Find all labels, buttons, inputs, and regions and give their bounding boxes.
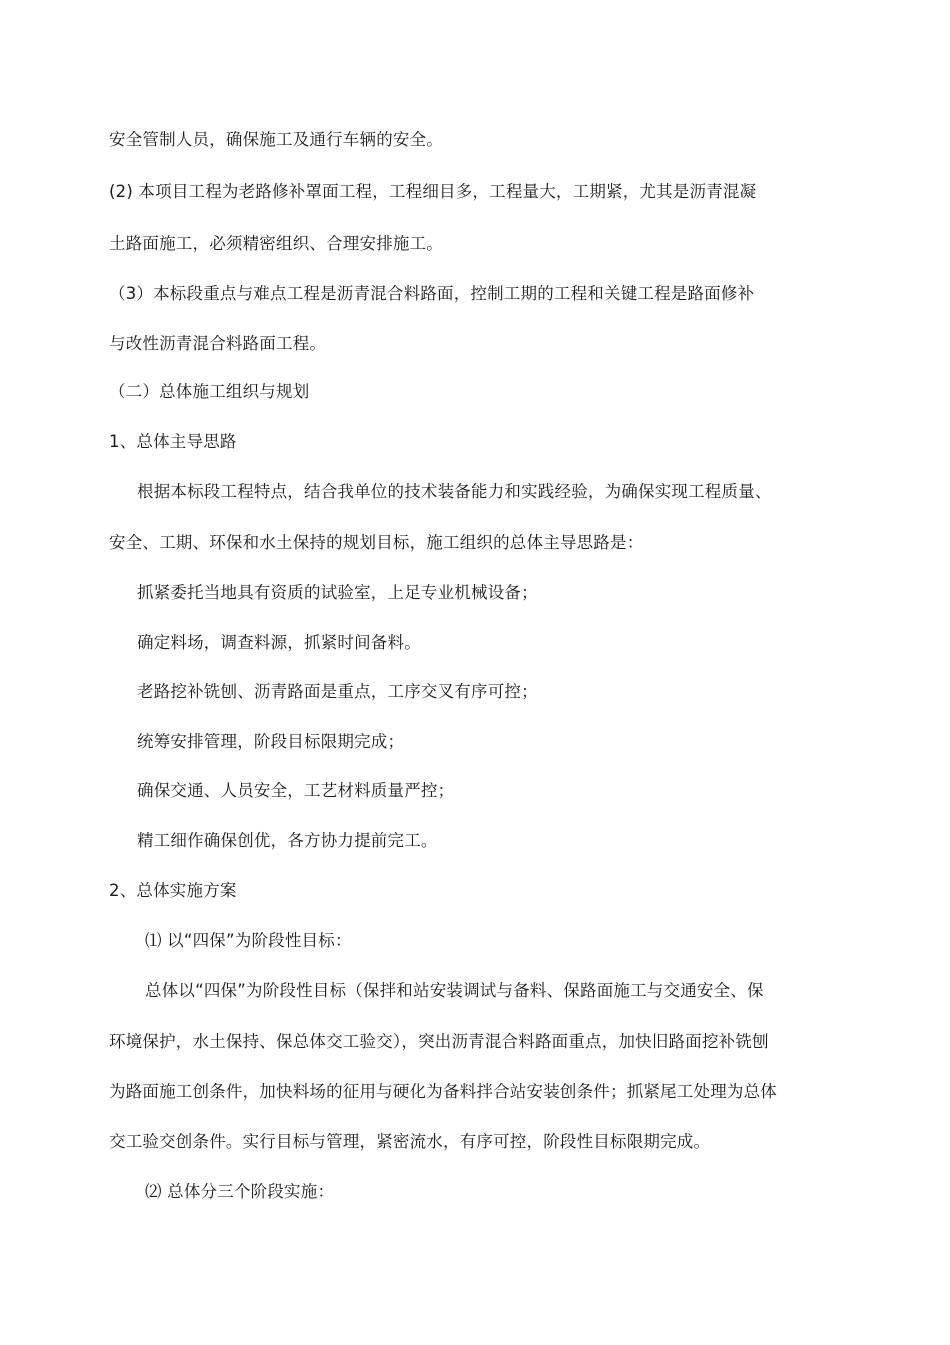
paragraph-line: （3）本标段重点与难点工程是沥青混合料路面，控制工期的工程和关键工程是路面修补 — [109, 284, 755, 303]
paragraph-line: 与改性沥青混合料路面工程。 — [109, 334, 327, 353]
list-item: 统筹安排管理，阶段目标限期完成； — [137, 732, 405, 751]
numbered-heading: ⑴ 以“四保”为阶段性目标： — [145, 931, 352, 950]
list-item: 精工细作确保创优，各方协力提前完工。 — [137, 831, 438, 850]
list-item: 确保交通、人员安全，工艺材料质量严控； — [137, 781, 455, 800]
list-item: 确定料场，调查料源，抓紧时间备料。 — [137, 633, 421, 652]
paragraph-line: (2) 本项目工程为老路修补罩面工程，工程细目多，工程量大，工期紧，尤其是沥青混凝 — [109, 182, 757, 201]
paragraph-line: 为路面施工创条件，加快料场的征用与硬化为备料拌合站安装创条件；抓紧尾工处理为总体 — [109, 1082, 777, 1101]
subsection-heading: 2、总体实施方案 — [109, 881, 237, 900]
paragraph-line: 根据本标段工程特点，结合我单位的技术装备能力和实践经验，为确保实现工程质量、 — [137, 482, 772, 501]
numbered-heading: ⑵ 总体分三个阶段实施： — [145, 1182, 335, 1201]
list-item: 老路挖补铣刨、沥青路面是重点，工序交叉有序可控； — [137, 682, 538, 701]
paragraph-line: 安全管制人员，确保施工及通行车辆的安全。 — [109, 130, 443, 149]
section-heading: （二）总体施工组织与规划 — [109, 382, 310, 401]
paragraph-line: 交工验交创条件。实行目标与管理，紧密流水，有序可控，阶段性目标限期完成。 — [109, 1132, 711, 1151]
paragraph-line: 总体以“四保”为阶段性目标（保拌和站安装调试与备料、保路面施工与交通安全、保 — [145, 981, 764, 1000]
list-item: 抓紧委托当地具有资质的试验室，上足专业机械设备； — [137, 583, 538, 602]
paragraph-line: 土路面施工，必须精密组织、合理安排施工。 — [109, 234, 443, 253]
subsection-heading: 1、总体主导思路 — [109, 432, 237, 451]
paragraph-line: 安全、工期、环保和水土保持的规划目标，施工组织的总体主导思路是： — [109, 533, 644, 552]
paragraph-line: 环境保护，水土保持、保总体交工验交），突出沥青混合料路面重点，加快旧路面挖补铣刨 — [109, 1032, 769, 1051]
